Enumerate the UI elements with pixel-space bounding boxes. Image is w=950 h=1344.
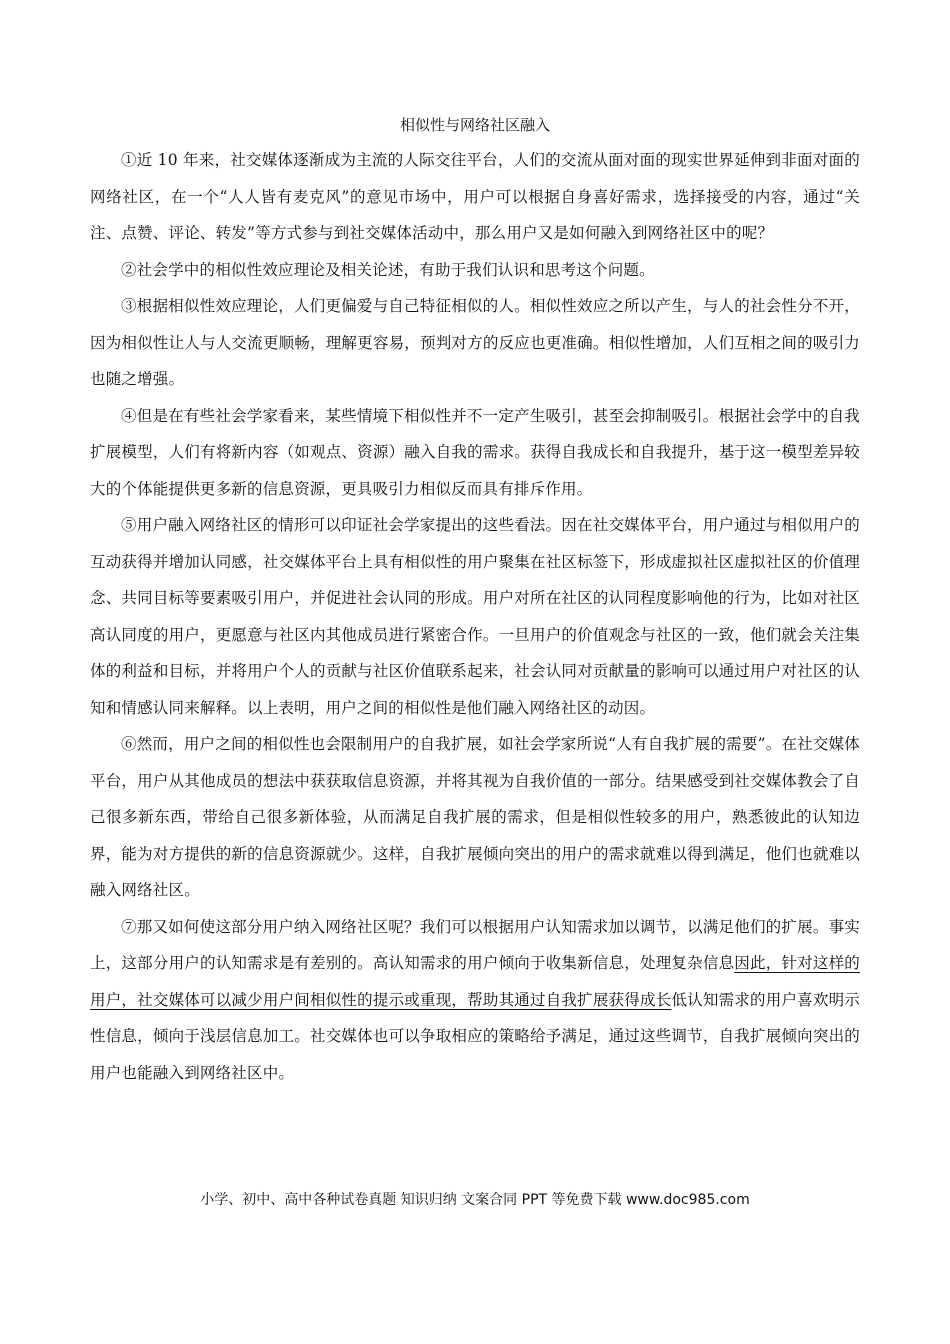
paragraph-6: ⑥然而，用户之间的相似性也会限制用户的自我扩展，如社会学家所说“人有自我扩展的需要”。在社交媒体平台，用户从其他成员的想法中获获取信息资源，并将其视为自我价值的一部分。结果感受到社交媒体教会了自己很多新东西，带给自己很多新体验，从而满足自我扩展的需求，但是相似性较多的用户，熟悉彼此的认知边界，能为对方提供的新的信息资源就少。这样，自我扩展倾向突出的用户的需求就难以得到满足，他们也就难以融入网络社区。 bbox=[90, 735, 860, 899]
paragraph-7-part-2: 低认知需求的用户喜欢明示性信息，倾向于浅层信息加工。社交媒体也可以争取相应的策略给予满足，通过这些调节，自我扩展倾向突出的用户也能融入到网络社区中。 bbox=[90, 990, 860, 1082]
footer-ad: 小学、初中、高中各种试卷真题 知识归纳 文案合同 PPT 等免费下载 www.doc985.com bbox=[200, 1192, 750, 1208]
paragraph-1: ①近 10 年来，社交媒体逐渐成为主流的人际交往平台，人们的交流从面对面的现实世界延伸到非面对面的网络社区，在一个“人人皆有麦克风”的意见市场中，用户可以根据自身喜好需求，选择接受的内容，通过“关注、点赞、评论、转发”等方式参与到社交媒体活动中，那么用户又是如何融入到网络社区中的呢？ bbox=[90, 151, 860, 242]
paragraph-2: ②社会学中的相似性效应理论及相关论述，有助于我们认识和思考这个问题。 bbox=[121, 260, 655, 279]
paragraph-7-part-1: ⑦那又如何使这部分用户纳入网络社区呢？我们可以根据用户认知需求加以调节，以满足他们的扩展。事实上，这部分用户的认知需求是有差别的。高认知需求的用户倾向于收集新信息，处理复杂信息 bbox=[90, 917, 860, 972]
document-body bbox=[90, 112, 860, 1091]
paragraph-7 bbox=[90, 909, 860, 1092]
paragraph-3: ③根据相似性效应理论，人们更偏爱与自己特征相似的人。相似性效应之所以产生，与人的社会性分不开，因为相似性让人与人交流更顺畅，理解更容易，预判对方的反应也更准确。相似性增加，人们互相之间的吸引力也随之增强。 bbox=[90, 297, 860, 388]
underlined-sentence: 因此，针对这样的用户，社交媒体可以减少用户间相似性的提示或重现，帮助其通过自我扩展获得成长 bbox=[90, 954, 860, 1009]
paragraph-4: ④但是在有些社会学家看来，某些情境下相似性并不一定产生吸引，甚至会抑制吸引。根据社会学中的自我扩展模型，人们有将新内容（如观点、资源）融入自我的需求。获得自我成长和自我提升，基于这一模型差异较大的个体能提供更多新的信息资源，更具吸引力相似反而具有排斥作用。 bbox=[90, 406, 860, 498]
article-title: 相似性与网络社区融入 bbox=[399, 116, 550, 134]
paragraph-5: ⑤用户融入网络社区的情形可以印证社会学家提出的这些看法。因在社交媒体平台，用户通过与相似用户的互动获得并增加认同感，社交媒体平台上具有相似性的用户聚集在社区标签下，形成虚拟社区虚拟社区的价值理念、共同目标等要素吸引用户，并促进社会认同的形成。用户对所在社区的认同程度影响他的行为，比如对社区高认同度的用户，更愿意与社区内其他成员进行紧密合作。一旦用户的价值观念与社区的一致，他们就会关注集体的利益和目标，并将用户个人的贡献与社区价值联系起来，社会认同对贡献量的影响可以通过用户对社区的认知和情感认同来解释。以上表明，用户之间的相似性是他们融入网络社区的动因。 bbox=[90, 516, 860, 717]
